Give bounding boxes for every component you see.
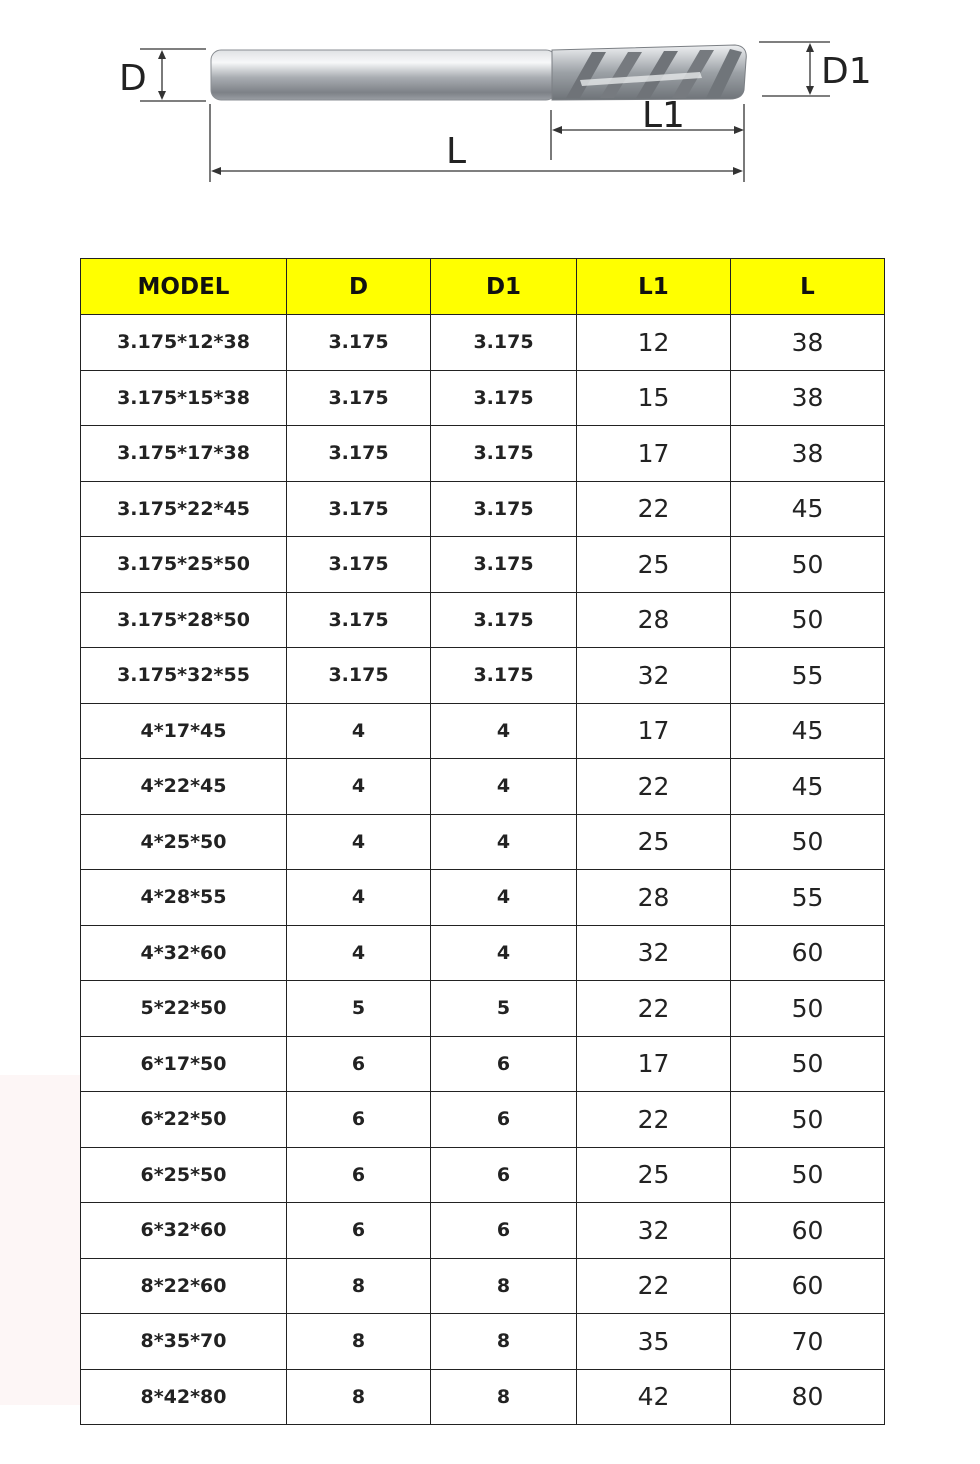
d-cell: 3.175 bbox=[287, 592, 431, 648]
specification-table-wrapper bbox=[80, 258, 884, 1425]
l-cell: 50 bbox=[731, 1147, 885, 1203]
model-cell: 3.175*32*55 bbox=[81, 648, 287, 704]
l-cell: 50 bbox=[731, 1092, 885, 1148]
end-mill-drawing bbox=[0, 0, 980, 230]
d-cell: 4 bbox=[287, 814, 431, 870]
header-d1: D1 bbox=[431, 259, 577, 315]
table-body bbox=[81, 315, 885, 1425]
d1-cell: 3.175 bbox=[431, 481, 577, 537]
d-cell: 8 bbox=[287, 1314, 431, 1370]
model-cell: 4*25*50 bbox=[81, 814, 287, 870]
model-cell: 3.175*28*50 bbox=[81, 592, 287, 648]
d-cell: 4 bbox=[287, 759, 431, 815]
model-cell: 5*22*50 bbox=[81, 981, 287, 1037]
model-cell: 8*42*80 bbox=[81, 1369, 287, 1425]
table-row bbox=[81, 1314, 885, 1370]
table-header-row bbox=[81, 259, 885, 315]
model-cell: 6*22*50 bbox=[81, 1092, 287, 1148]
d1-cell: 6 bbox=[431, 1092, 577, 1148]
l1-cell: 28 bbox=[577, 870, 731, 926]
header-l: L bbox=[731, 259, 885, 315]
model-cell: 3.175*25*50 bbox=[81, 537, 287, 593]
d1-cell: 3.175 bbox=[431, 648, 577, 704]
d1-cell: 6 bbox=[431, 1147, 577, 1203]
dimension-d1 bbox=[759, 42, 872, 96]
l1-cell: 28 bbox=[577, 592, 731, 648]
end-mill-diagram bbox=[0, 0, 980, 230]
l1-cell: 42 bbox=[577, 1369, 731, 1425]
d1-cell: 3.175 bbox=[431, 592, 577, 648]
d-cell: 6 bbox=[287, 1092, 431, 1148]
table-row bbox=[81, 1258, 885, 1314]
l-cell: 50 bbox=[731, 981, 885, 1037]
d1-cell: 6 bbox=[431, 1203, 577, 1259]
d1-cell: 5 bbox=[431, 981, 577, 1037]
background-tint bbox=[0, 1075, 80, 1405]
l1-cell: 12 bbox=[577, 315, 731, 371]
label-l1: L1 bbox=[642, 95, 685, 136]
d-cell: 3.175 bbox=[287, 648, 431, 704]
l1-cell: 35 bbox=[577, 1314, 731, 1370]
l1-cell: 22 bbox=[577, 1258, 731, 1314]
l1-cell: 32 bbox=[577, 648, 731, 704]
l-cell: 50 bbox=[731, 814, 885, 870]
l-cell: 38 bbox=[731, 315, 885, 371]
l1-cell: 32 bbox=[577, 925, 731, 981]
d1-cell: 6 bbox=[431, 1036, 577, 1092]
table-row bbox=[81, 981, 885, 1037]
l1-cell: 25 bbox=[577, 537, 731, 593]
d-cell: 6 bbox=[287, 1147, 431, 1203]
dimension-d bbox=[119, 49, 206, 101]
table-row bbox=[81, 648, 885, 704]
label-l: L bbox=[446, 131, 467, 172]
model-cell: 4*22*45 bbox=[81, 759, 287, 815]
header-model: MODEL bbox=[81, 259, 287, 315]
table-row bbox=[81, 870, 885, 926]
d1-cell: 4 bbox=[431, 759, 577, 815]
model-cell: 3.175*22*45 bbox=[81, 481, 287, 537]
table-row bbox=[81, 1147, 885, 1203]
l-cell: 60 bbox=[731, 925, 885, 981]
l-cell: 50 bbox=[731, 1036, 885, 1092]
l1-cell: 17 bbox=[577, 426, 731, 482]
d-cell: 3.175 bbox=[287, 315, 431, 371]
d-cell: 4 bbox=[287, 925, 431, 981]
model-cell: 8*22*60 bbox=[81, 1258, 287, 1314]
l-cell: 55 bbox=[731, 870, 885, 926]
table-row bbox=[81, 1036, 885, 1092]
table-row bbox=[81, 315, 885, 371]
d-cell: 4 bbox=[287, 870, 431, 926]
l-cell: 55 bbox=[731, 648, 885, 704]
d-cell: 3.175 bbox=[287, 426, 431, 482]
l-cell: 60 bbox=[731, 1258, 885, 1314]
table-row bbox=[81, 1369, 885, 1425]
l-cell: 70 bbox=[731, 1314, 885, 1370]
l-cell: 45 bbox=[731, 703, 885, 759]
d-cell: 6 bbox=[287, 1036, 431, 1092]
l1-cell: 25 bbox=[577, 814, 731, 870]
model-cell: 8*35*70 bbox=[81, 1314, 287, 1370]
label-d: D bbox=[119, 58, 147, 99]
l1-cell: 22 bbox=[577, 981, 731, 1037]
d-cell: 8 bbox=[287, 1258, 431, 1314]
table-row bbox=[81, 925, 885, 981]
table-row bbox=[81, 481, 885, 537]
l-cell: 38 bbox=[731, 370, 885, 426]
l1-cell: 22 bbox=[577, 481, 731, 537]
table-row bbox=[81, 592, 885, 648]
l-cell: 80 bbox=[731, 1369, 885, 1425]
l-cell: 38 bbox=[731, 426, 885, 482]
flutes bbox=[552, 45, 746, 100]
model-cell: 4*17*45 bbox=[81, 703, 287, 759]
d-cell: 3.175 bbox=[287, 481, 431, 537]
d1-cell: 4 bbox=[431, 870, 577, 926]
l-cell: 50 bbox=[731, 592, 885, 648]
d1-cell: 4 bbox=[431, 814, 577, 870]
specification-table bbox=[80, 258, 885, 1425]
l-cell: 45 bbox=[731, 481, 885, 537]
shank bbox=[211, 50, 556, 100]
d-cell: 3.175 bbox=[287, 370, 431, 426]
model-cell: 4*32*60 bbox=[81, 925, 287, 981]
header-l1: L1 bbox=[577, 259, 731, 315]
table-row bbox=[81, 426, 885, 482]
model-cell: 6*32*60 bbox=[81, 1203, 287, 1259]
l1-cell: 22 bbox=[577, 759, 731, 815]
l1-cell: 15 bbox=[577, 370, 731, 426]
table-row bbox=[81, 759, 885, 815]
d-cell: 3.175 bbox=[287, 537, 431, 593]
dimension-l1 bbox=[551, 95, 744, 182]
l1-cell: 25 bbox=[577, 1147, 731, 1203]
d1-cell: 3.175 bbox=[431, 537, 577, 593]
l-cell: 45 bbox=[731, 759, 885, 815]
d1-cell: 3.175 bbox=[431, 426, 577, 482]
d-cell: 8 bbox=[287, 1369, 431, 1425]
d1-cell: 8 bbox=[431, 1258, 577, 1314]
d1-cell: 8 bbox=[431, 1369, 577, 1425]
table-row bbox=[81, 814, 885, 870]
d1-cell: 8 bbox=[431, 1314, 577, 1370]
table-row bbox=[81, 703, 885, 759]
d-cell: 5 bbox=[287, 981, 431, 1037]
d1-cell: 3.175 bbox=[431, 315, 577, 371]
l1-cell: 32 bbox=[577, 1203, 731, 1259]
l-cell: 50 bbox=[731, 537, 885, 593]
model-cell: 4*28*55 bbox=[81, 870, 287, 926]
table-row bbox=[81, 1203, 885, 1259]
model-cell: 3.175*17*38 bbox=[81, 426, 287, 482]
model-cell: 6*17*50 bbox=[81, 1036, 287, 1092]
d-cell: 6 bbox=[287, 1203, 431, 1259]
table-row bbox=[81, 537, 885, 593]
d1-cell: 3.175 bbox=[431, 370, 577, 426]
d1-cell: 4 bbox=[431, 925, 577, 981]
label-d1: D1 bbox=[821, 51, 872, 92]
d-cell: 4 bbox=[287, 703, 431, 759]
model-cell: 3.175*12*38 bbox=[81, 315, 287, 371]
l-cell: 60 bbox=[731, 1203, 885, 1259]
l1-cell: 22 bbox=[577, 1092, 731, 1148]
table-row bbox=[81, 1092, 885, 1148]
model-cell: 3.175*15*38 bbox=[81, 370, 287, 426]
model-cell: 6*25*50 bbox=[81, 1147, 287, 1203]
table-row bbox=[81, 370, 885, 426]
l1-cell: 17 bbox=[577, 703, 731, 759]
l1-cell: 17 bbox=[577, 1036, 731, 1092]
header-d: D bbox=[287, 259, 431, 315]
d1-cell: 4 bbox=[431, 703, 577, 759]
